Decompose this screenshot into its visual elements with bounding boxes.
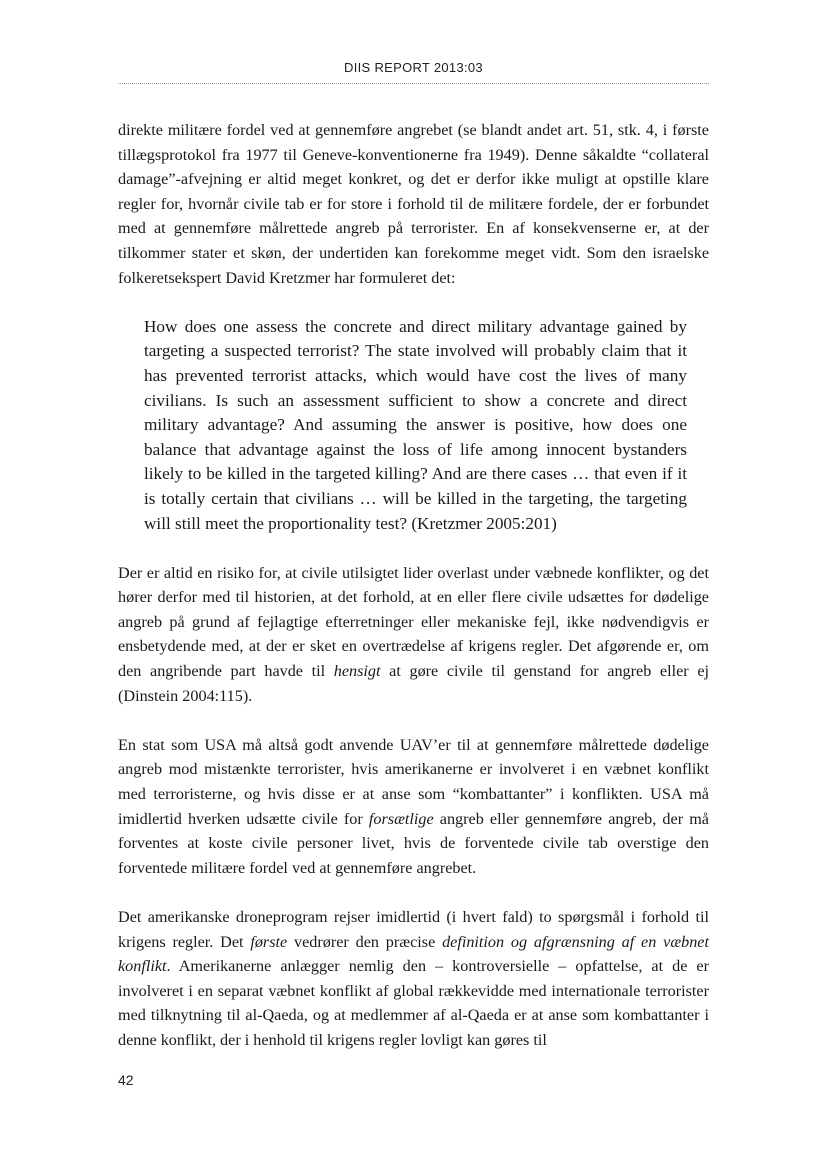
paragraph-4-text-c: . Amerikanerne anlægger nemlig den – kontroversielle – opfattelse, at de er involveret i en separat væbnet konflikt af global rækkevidde med internationale terrorister med tilknytning til al-Qaeda, og at medlemmer af al-Qaeda er at anse som kombattanter i denne konflikt, der i henhold til krigens regler lovligt kan gøres til (118, 957, 709, 1049)
paragraph-1: direkte militære fordel ved at gennemføre angrebet (se blandt andet art. 51, stk. 4, i første tillægsprotokol fra 1977 til Geneve-konventionerne fra 1949). Denne såkaldte “collateral damage”-afvejning er altid meget konkret, og det er derfor ikke muligt at opstille klare regler for, hvornår civile tab er for store i forhold til de militære fordele, der er forbundet med at gennemføre målrettede angreb på terrorister. En af konsekvenserne er, at der tilkommer stater et skøn, der undertiden kan forekomme meget vidt. Som den israelske folkeretsekspert David Kretzmer har formuleret det: (118, 121, 709, 287)
paragraph-2-text-a: Der er altid en risiko for, at civile utilsigtet lider overlast under væbnede konflikter, og det hører derfor med til historien, at det forhold, at en eller flere civile udsættes for dødelige angreb på grund af fejlagtige efterretninger eller mekaniske fejl, ikke nødvendigvis er ensbetydende med, at der er sket en overtrædelse af krigens regler. Det afgørende er, om den angribende part havde til (118, 563, 709, 681)
header-divider (118, 83, 709, 84)
block-quote: How does one assess the concrete and direct military advantage gained by targeting a suspected terrorist? The state involved will probably claim that it has prevented terrorist attacks, which would have cost the lives of many civilians. Is such an assessment sufficient to show a concrete and direct military advantage? And assuming the answer is positive, how does one balance that advantage against the loss of life among innocent bystanders likely to be killed in the targeted killing? And are there cases … that even if it is totally certain that civilians … will be killed in the targeting, the targeting will still meet the proportionality test? (Kretzmer 2005:201) (144, 316, 687, 533)
paragraph-4-text-b: vedrører den præcise (287, 932, 443, 951)
paragraph-4-text-a: Det amerikanske droneprogram rejser imidlertid (i hvert fald) to spørgsmål i forhold til krigens regler. Det (118, 908, 709, 951)
paragraph-3-text-a: En stat som USA må altså godt anvende UAV’er til at gennemføre målrettede dødelige angreb mod mistænkte terrorister, hvis amerikanerne er involveret i en væbnet konflikt med terroristerne, og hvis disse er at anse som “kombattanter” i konflikten. USA må imidlertid hverken udsætte civile for (118, 735, 709, 828)
paragraph-4-emphasis-2: definition og afgrænsning af en væbnet konflikt (118, 932, 709, 976)
page-body (118, 118, 709, 1077)
paragraph-2-text-b: at gøre civile til genstand for angreb eller ej (Dinstein 2004:115). (118, 662, 710, 705)
running-header: DIIS REPORT 2013:03 (344, 60, 483, 75)
paragraph-2-emphasis: hensigt (333, 662, 381, 681)
paragraph-4-emphasis-1: første (250, 932, 288, 951)
paragraph-2 (118, 561, 709, 709)
paragraph-3 (118, 733, 709, 881)
page-number: 42 (118, 1072, 134, 1088)
paragraph-3-text-b: angreb eller gennemføre angreb, der må forventes at koste civile personer livet, hvis de forventede civile tab overstige den forventede militære fordel ved at gennemføre angrebet. (118, 809, 709, 877)
paragraph-4 (118, 905, 709, 1053)
paragraph-3-emphasis: forsætlige (368, 809, 434, 828)
